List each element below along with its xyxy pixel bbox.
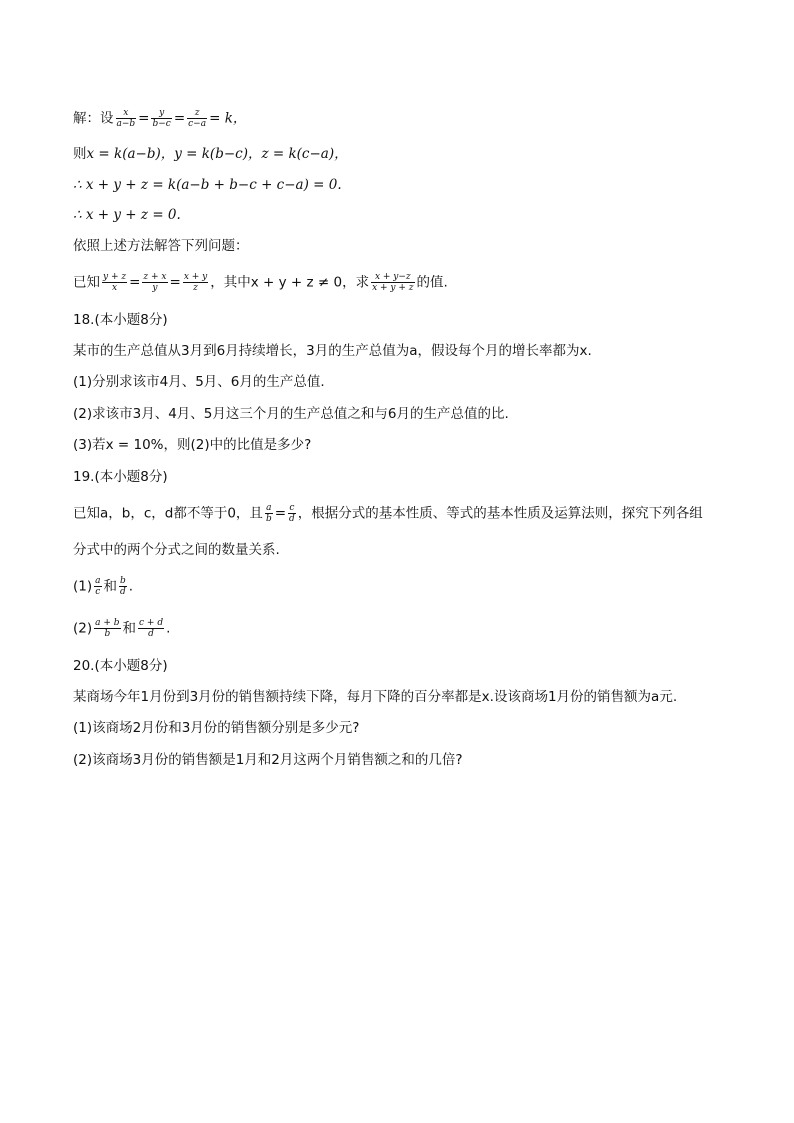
question-20-header: 20.(本小题8分) (73, 658, 168, 674)
fraction: $\frac{x + y}{z}$ (183, 272, 208, 293)
fraction: $\frac{a}{c}$ (95, 576, 101, 597)
fraction: $\frac{z + x}{y}$ (143, 272, 167, 293)
fraction: $\frac{b}{d}$ (120, 576, 126, 597)
problem-statement: 已知 $\frac{y + z}{x}$ = $\frac{z + x}{y}$ = $\frac{x + y}{z}$ ，其中x + y + z ≠ 0，求 $\frac{x + y-z}{x + y + z}$ 的值. (73, 272, 448, 293)
solution-line-1: 解：设 $\frac{x}{a-b}$ = $\frac{y}{b-c}$ = $\frac{z}{c-a}$ = k， (73, 108, 247, 129)
fraction: $\frac{x}{a-b}$ (116, 108, 136, 129)
fraction: $\frac{z}{c-a}$ (188, 108, 207, 129)
question-18-part-2: (2)求该市3月、4月、5月这三个月的生产总值之和与6月的生产总值的比. (73, 406, 509, 422)
fraction: $\frac{c}{d}$ (289, 503, 295, 524)
fraction: $\frac{y}{b-c}$ (152, 108, 171, 129)
question-18-stem: 某市的生产总值从3月到6月持续增长，3月的生产总值为a，假设每个月的增长率都为x. (73, 343, 592, 359)
question-19-part-2: (2) $\frac{a + b}{b}$ 和 $\frac{c + d}{d}$ . (73, 618, 171, 639)
fraction: $\frac{x + y-z}{x + y + z}$ (372, 272, 414, 293)
question-19-stem-continued: 分式中的两个分式之间的数量关系. (73, 542, 280, 558)
question-20-part-1: (1)该商场2月份和3月份的销售额分别是多少元? (73, 720, 360, 736)
instruction-text: 依照上述方法解答下列问题： (73, 238, 249, 254)
question-18-part-1: (1)分别求该市4月、5月、6月的生产总值. (73, 374, 325, 390)
fraction: $\frac{a + b}{b}$ (95, 618, 120, 639)
question-18-part-3: (3)若x = 10%，则(2)中的比值是多少? (73, 437, 312, 453)
question-19-part-1: (1) $\frac{a}{c}$ 和 $\frac{b}{d}$ . (73, 576, 134, 597)
solution-line-2: 则x = k(a−b)，y = k(b−c)，z = k(c−a)， (73, 146, 348, 162)
question-18-header: 18.(本小题8分) (73, 312, 168, 328)
question-19-stem: 已知a，b，c，d都不等于0，且 $\frac{a}{b}$ = $\frac{c}{d}$ ，根据分式的基本性质、等式的基本性质及运算法则，探究下列各组 (73, 503, 703, 524)
fraction: $\frac{a}{b}$ (265, 503, 272, 524)
question-20-stem: 某商场今年1月份到3月份的销售额持续下降，每月下降的百分率都是x.设该商场1月份的销售额为a元. (73, 689, 678, 705)
question-19-header: 19.(本小题8分) (73, 469, 168, 485)
fraction: $\frac{y + z}{x}$ (103, 272, 127, 293)
question-20-part-2: (2)该商场3月份的销售额是1月和2月这两个月销售额之和的几倍? (73, 752, 463, 768)
solution-line-3: ∴ x + y + z = k(a−b + b−c + c−a) = 0. (73, 177, 342, 193)
solution-line-4: ∴ x + y + z = 0. (73, 207, 181, 223)
fraction: $\frac{c + d}{d}$ (139, 618, 164, 639)
